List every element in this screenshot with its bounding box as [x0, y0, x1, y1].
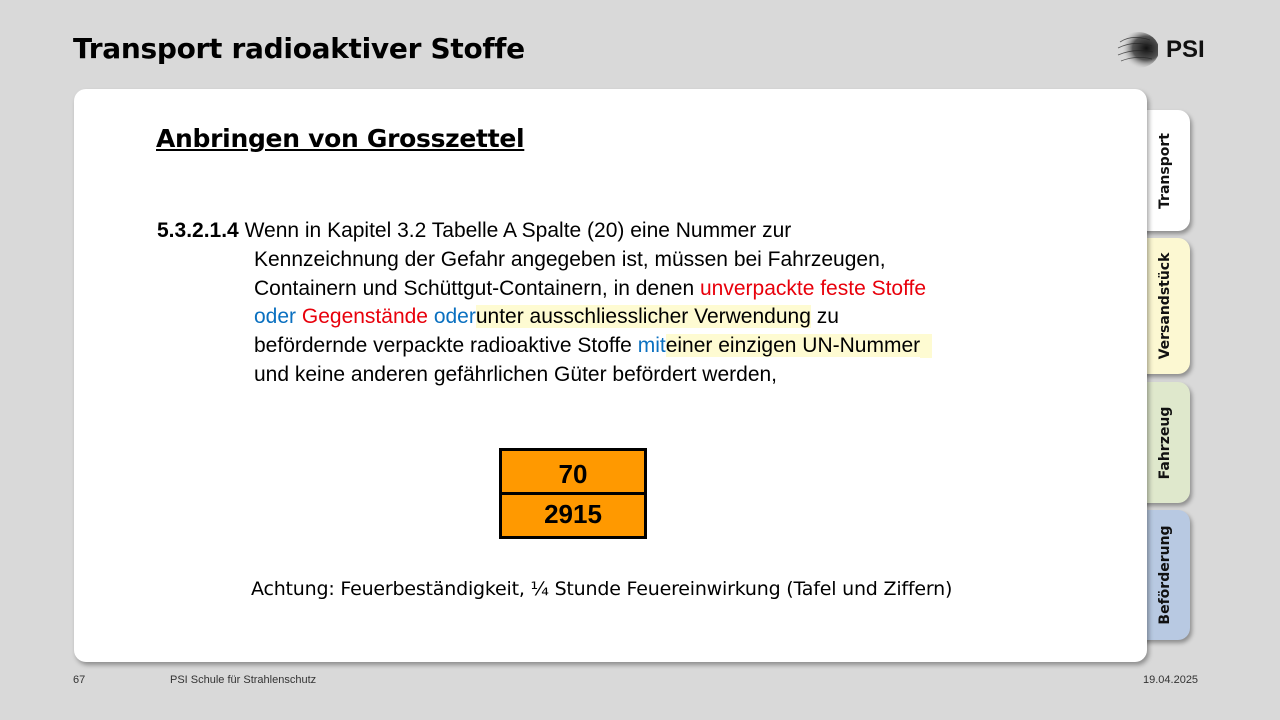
paragraph-text: zu: [816, 305, 839, 328]
paragraph-line-2: Kennzeichnung der Gefahr angegeben ist, müssen bei Fahrzeugen,: [254, 248, 886, 271]
fire-resistance-note: Achtung: Feuerbeständigkeit, ¼ Stunde Feuereinwirkung (Tafel und Ziffern): [251, 578, 953, 600]
page-title: Transport radioaktiver Stoffe: [73, 32, 525, 65]
tab-versandstueck[interactable]: [1140, 238, 1190, 374]
highlight-tail: [920, 334, 932, 358]
un-number: 2915: [544, 499, 602, 529]
tab-transport[interactable]: [1140, 110, 1190, 231]
paragraph-line-4: [254, 303, 839, 331]
tab-befoerderung[interactable]: [1140, 510, 1190, 640]
paragraph-line-5: [254, 332, 932, 360]
paragraph-line-1: [157, 217, 791, 245]
psi-logo-swirl-icon: [1112, 30, 1158, 70]
highlight-blue-text: mit: [637, 334, 666, 357]
paragraph-line-3: [254, 275, 926, 303]
highlight-red-text: unverpackte feste Stoffe: [699, 277, 927, 300]
paragraph-text: befördernde verpackte radioaktive Stoffe: [254, 334, 632, 357]
highlight-blue-text: oder: [433, 305, 476, 328]
highlighted-phrase: einer einzigen UN-Nummer: [665, 334, 921, 357]
tab-label: Beförderung: [1157, 525, 1173, 625]
tab-label: Transport: [1157, 132, 1173, 209]
highlight-red-text: Gegenstände: [301, 305, 428, 328]
footer-date: 19.04.2025: [1143, 674, 1199, 686]
paragraph-text: Wenn in Kapitel 3.2 Tabelle A Spalte (20) eine Nummer zur: [244, 219, 792, 242]
paragraph-text: Containern und Schüttgut-Containern, in denen: [254, 277, 695, 300]
orange-hazard-plate: [499, 448, 647, 539]
hazard-identification-number: 70: [558, 459, 588, 489]
highlighted-phrase: unter ausschliesslicher Verwendung: [475, 305, 811, 328]
psi-logo: [1112, 30, 1212, 70]
footer-organization: PSI Schule für Strahlenschutz: [170, 674, 317, 686]
tab-label: Versandstück: [1157, 252, 1173, 360]
paragraph-number: 5.3.2.1.4: [157, 219, 239, 242]
tab-label: Fahrzeug: [1157, 406, 1173, 479]
psi-logo-text: PSI: [1166, 36, 1205, 63]
section-title: Anbringen von Grosszettel: [156, 124, 525, 153]
tab-fahrzeug[interactable]: [1140, 382, 1190, 503]
slide-number: 67: [73, 674, 86, 686]
highlight-blue-text: oder: [254, 305, 297, 328]
paragraph-line-6: und keine anderen gefährlichen Güter befördert werden,: [254, 363, 778, 386]
